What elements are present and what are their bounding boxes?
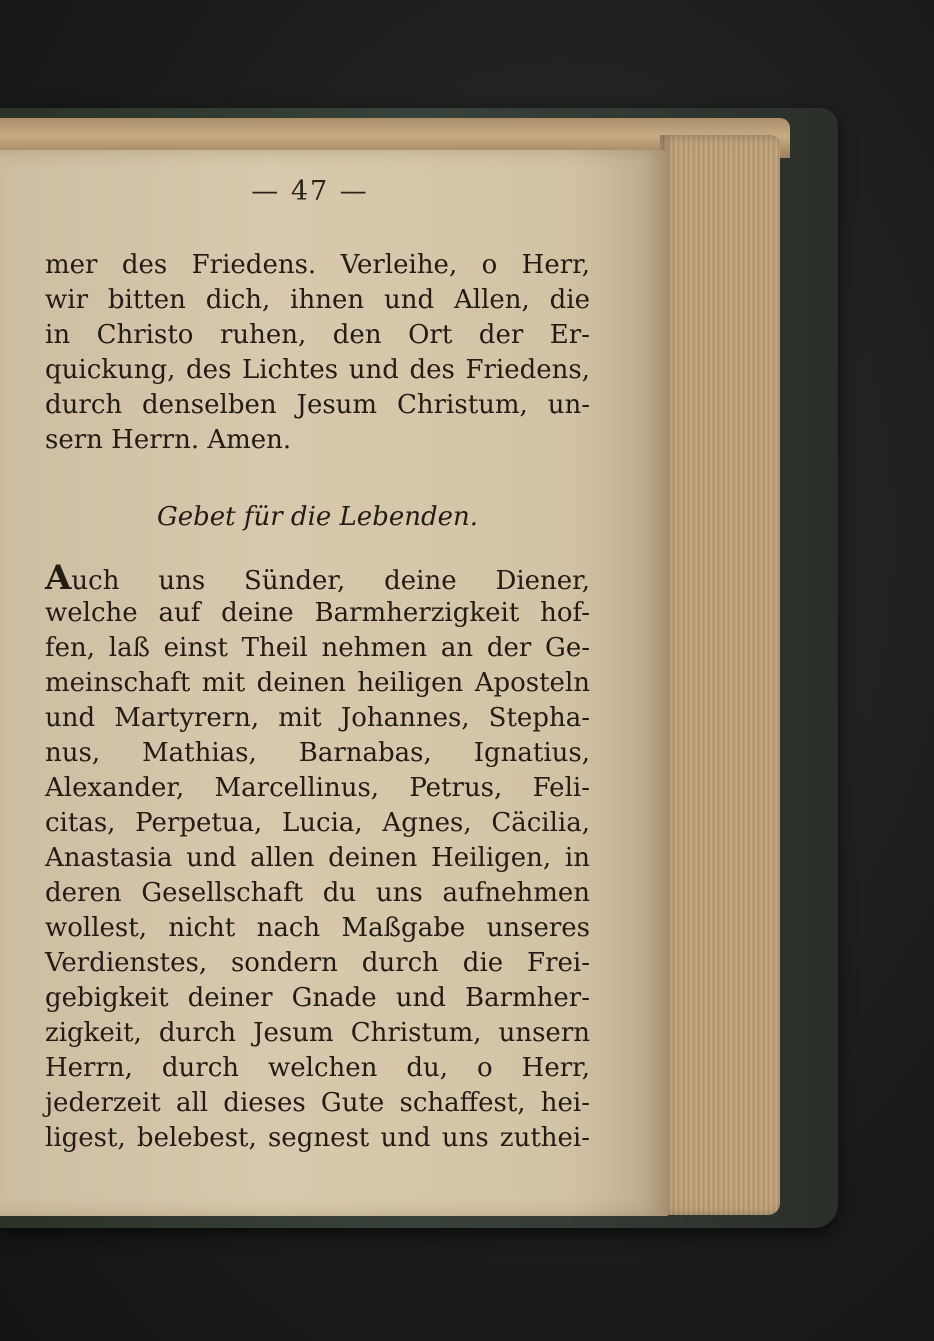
text-line-first [45, 558, 590, 598]
page-edges [660, 135, 780, 1215]
text-line: quickung, des Lichtes und des Friedens, [45, 355, 590, 385]
section-heading: Gebet für die Lebenden. [156, 502, 479, 532]
text-line: zigkeit, durch Jesum Christum, unsern [45, 1018, 590, 1048]
dropcap: A [45, 558, 72, 598]
page-number: — 47 — [251, 176, 369, 207]
text-line: nus, Mathias, Barnabas, Ignatius, [45, 738, 590, 768]
text-line: Anastasia und allen deinen Heiligen, in [45, 843, 590, 873]
paragraph-2 [45, 558, 590, 1156]
text-line: mer des Friedens. Verleihe, o Herr, [45, 250, 590, 280]
text-line: in Christo ruhen, den Ort der Er- [45, 320, 590, 350]
text-line: gebigkeit deiner Gnade und Barmher- [45, 983, 590, 1013]
text-line: jederzeit all dieses Gute schaffest, hei- [45, 1088, 590, 1118]
text-line: wollest, nicht nach Maßgabe unseres [45, 913, 590, 943]
text-line: sern Herrn. Amen. [45, 425, 292, 455]
text-line: Verdienstes, sondern durch die Frei- [45, 948, 590, 978]
text-line: durch denselben Jesum Christum, un- [45, 390, 590, 420]
text-line: ligest, belebest, segnest und uns zuthei- [45, 1123, 590, 1153]
text-line: Herrn, durch welchen du, o Herr, [45, 1053, 590, 1083]
first-line-rest: uch uns Sünder, deine Diener, [71, 566, 590, 596]
text-line: fen, laß einst Theil nehmen an der Ge- [45, 633, 590, 663]
text-line: citas, Perpetua, Lucia, Agnes, Cäcilia, [45, 808, 590, 838]
paragraph-1 [45, 248, 590, 458]
text-line: Alexander, Marcellinus, Petrus, Feli- [45, 773, 590, 803]
text-line: welche auf deine Barmherzigkeit hof- [45, 598, 590, 628]
text-line: meinschaft mit deinen heiligen Aposteln [45, 668, 590, 698]
text-line: wir bitten dich, ihnen und Allen, die [45, 285, 590, 315]
text-line: und Martyrern, mit Johannes, Stepha- [45, 703, 590, 733]
text-line: deren Gesellschaft du uns aufnehmen [45, 878, 590, 908]
